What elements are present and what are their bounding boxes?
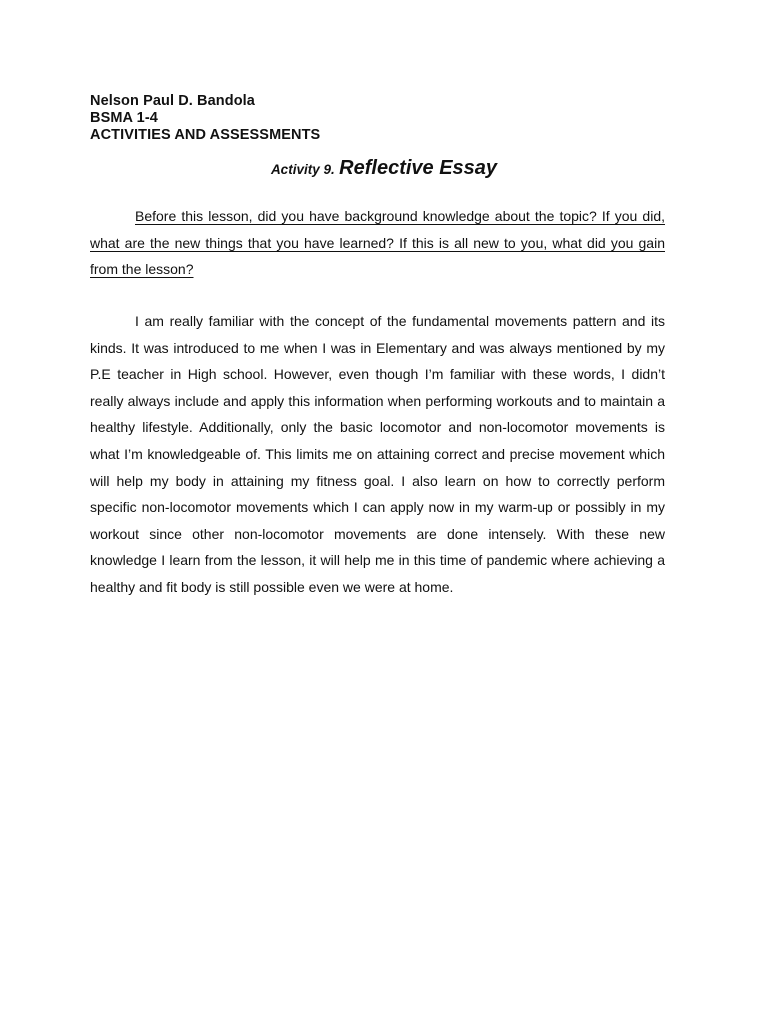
activity-title — [0, 157, 768, 180]
essay-body: I am really familiar with the concept of the fundamental movements pattern and its kinds. It was introduced to me when I was in Elementary and was always mentioned by my P.E teacher in High school. However, even though I’m familiar with these words, I didn’t really always include and apply this information when performing workouts and to maintain a healthy lifestyle. Additionally, only the basic locomotor and non-locomotor movements is what I’m knowledgeable of. This limits me on attaining correct and precise movement which will help my body in attaining my fitness goal. I also learn on how to correctly perform specific non-locomotor movements which I can apply now in my warm-up or possibly in my workout since other non-locomotor movements are done intensely. With these new knowledge I learn from the lesson, it will help me in this time of pandemic where achieving a healthy and fit body is still possible even we were at home. — [90, 313, 665, 595]
document-header — [90, 93, 320, 144]
essay-prompt: Before this lesson, did you have background knowledge about the topic? If you did, what are the new things that you have learned? If this is all new to you, what did you gain from the lesson? — [90, 208, 665, 278]
student-name: Nelson Paul D. Bandola — [90, 93, 255, 109]
header-label: ACTIVITIES AND ASSESSMENTS — [90, 127, 321, 143]
activity-heading: Reflective Essay — [339, 157, 498, 179]
activity-number: Activity 9. — [270, 162, 335, 177]
student-section: BSMA 1-4 — [90, 110, 158, 126]
